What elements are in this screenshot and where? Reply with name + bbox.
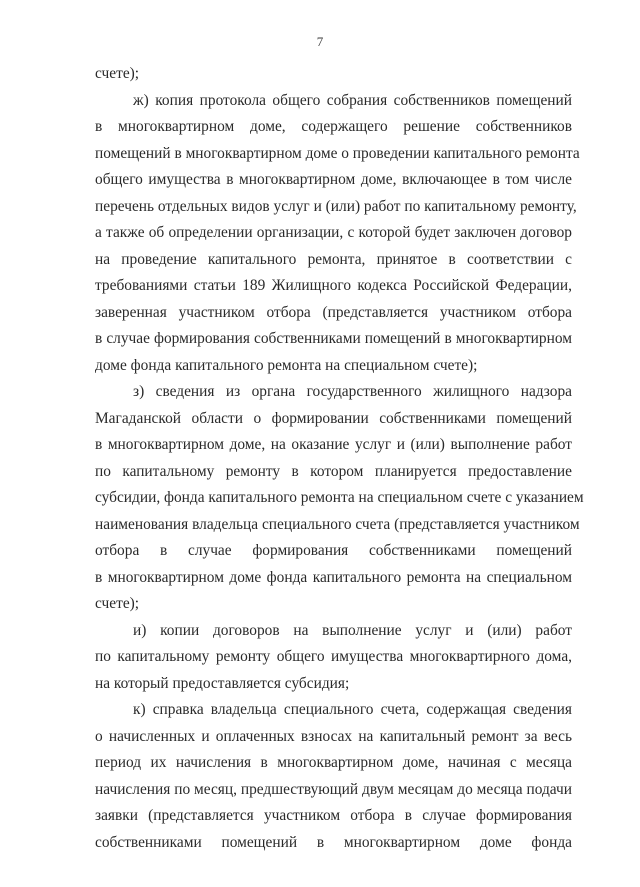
text-line: наименования владельца специального счета (представляется участником [95, 515, 580, 533]
text-line: общего имущества в многоквартирном доме, включающее в том числе [95, 171, 572, 188]
text-line: отбора в случае формирования собственниками помещений [95, 542, 572, 559]
text-line: в случае формирования собственниками помещений в многоквартирном [95, 330, 572, 347]
text-line: доме фонда капитального ремонта на специальном счете); [95, 356, 478, 374]
text-line: счете); [95, 65, 140, 82]
text-line: о начисленных и оплаченных взносах на капитальный ремонт за весь [95, 727, 572, 745]
text-line: счете); [95, 595, 140, 612]
text-line: заявки (представляется участником отбора в случае формирования [95, 807, 572, 824]
text-line: в многоквартирном доме фонда капитального ремонта на специальном [95, 568, 572, 586]
text-line: к) справка владельца специального счета, содержащая сведения [133, 701, 572, 718]
text-line: заверенная участником отбора (представляется участником отбора [95, 303, 572, 321]
text-line: по капитальному ремонту в котором планируется предоставление [95, 462, 572, 480]
text-line: на который предоставляется субсидия; [95, 674, 350, 692]
text-line: начисления по месяц, предшествующий двум месяцам до месяца подачи [95, 780, 572, 798]
text-line: ж) копия протокола общего собрания собственников помещений [133, 91, 572, 109]
text-line: требованиями статьи 189 Жилищного кодекса Российской Федерации, [95, 277, 572, 294]
text-line: и) копии договоров на выполнение услуг и (или) работ [133, 621, 572, 639]
text-line: собственниками помещений в многоквартирном доме фонда [95, 833, 572, 851]
text-line: перечень отдельных видов услуг и (или) работ по капитальному ремонту, [95, 197, 577, 215]
text-line: период их начисления в многоквартирном доме, начиная с месяца [95, 754, 572, 771]
text-line: з) сведения из органа государственного жилищного надзора [133, 383, 572, 400]
text-line: а также об определении организации, с которой будет заключен договор [95, 224, 572, 241]
text-line: в многоквартирном доме, содержащего решение собственников [95, 118, 572, 135]
text-line: Магаданской области о формировании собственниками помещений [95, 409, 572, 427]
text-line: субсидии, фонда капитального ремонта на специальном счете с указанием [95, 489, 584, 506]
page-number: 7 [316, 34, 324, 49]
text-line: по капитальному ремонту общего имущества многоквартирного дома, [95, 648, 572, 665]
text-line: помещений в многоквартирном доме о проведении капитального ремонта [95, 144, 580, 162]
text-line: в многоквартирном доме, на оказание услуг и (или) выполнение работ [95, 436, 572, 453]
text-line: на проведение капитального ремонта, принятое в соответствии с [95, 250, 572, 268]
